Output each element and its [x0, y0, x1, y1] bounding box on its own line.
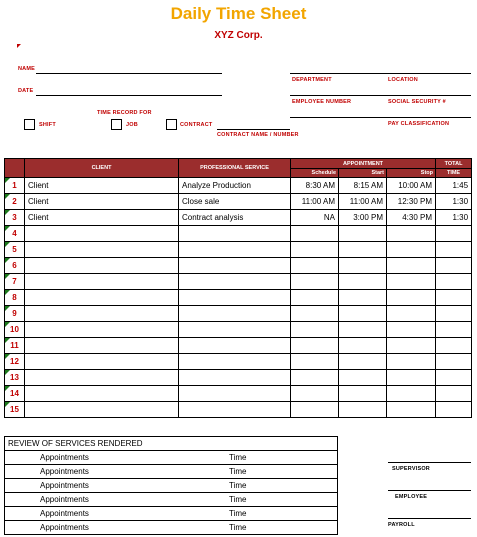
stop-cell[interactable] [387, 386, 436, 402]
schedule-cell[interactable] [291, 290, 339, 306]
service-cell[interactable] [179, 402, 291, 418]
start-cell[interactable] [339, 258, 387, 274]
start-cell[interactable] [339, 338, 387, 354]
row-marker-icon [5, 306, 10, 311]
row-marker-icon [5, 370, 10, 375]
total-cell[interactable]: 1:45 [436, 178, 472, 194]
service-cell[interactable] [179, 242, 291, 258]
table-row [5, 370, 472, 386]
supervisor-label: SUPERVISOR [392, 466, 430, 472]
service-cell[interactable] [179, 274, 291, 290]
schedule-cell[interactable] [291, 226, 339, 242]
stop-cell[interactable] [387, 306, 436, 322]
time-label: Time [229, 467, 247, 476]
service-cell[interactable]: Contract analysis [179, 210, 291, 226]
stop-cell[interactable]: 4:30 PM [387, 210, 436, 226]
contract-checkbox[interactable] [166, 119, 177, 130]
stop-header: Stop [387, 169, 436, 178]
total-header-top: TOTAL [436, 159, 472, 169]
stop-cell[interactable]: 12:30 PM [387, 194, 436, 210]
client-cell[interactable] [25, 258, 179, 274]
service-cell[interactable]: Close sale [179, 194, 291, 210]
client-cell[interactable]: Client [25, 210, 179, 226]
service-cell[interactable]: Analyze Production [179, 178, 291, 194]
row-marker-icon [5, 338, 10, 343]
client-cell[interactable] [25, 370, 179, 386]
time-label: Time [229, 453, 247, 462]
table-row [5, 290, 472, 306]
row-number-label: 1 [12, 181, 17, 190]
start-cell[interactable] [339, 306, 387, 322]
review-table [4, 436, 338, 535]
time-label: Time [229, 509, 247, 518]
row-marker-icon [5, 322, 10, 327]
row-number [5, 194, 25, 210]
row-number [5, 402, 25, 418]
stop-cell[interactable] [387, 370, 436, 386]
total-cell[interactable] [436, 402, 472, 418]
review-row [5, 507, 338, 521]
row-marker-icon [5, 226, 10, 231]
start-cell[interactable] [339, 370, 387, 386]
table-row [5, 274, 472, 290]
service-cell[interactable] [179, 322, 291, 338]
stop-cell[interactable] [387, 402, 436, 418]
date-field[interactable] [36, 95, 222, 96]
stop-cell[interactable] [387, 226, 436, 242]
row-number-header [5, 159, 25, 178]
appointments-label: Appointments [40, 453, 89, 462]
review-cell[interactable] [5, 451, 338, 465]
schedule-cell[interactable] [291, 402, 339, 418]
row-number [5, 306, 25, 322]
start-cell[interactable] [339, 402, 387, 418]
row-number-label: 4 [12, 229, 17, 238]
pay-classification-label: PAY CLASSIFICATION [388, 121, 450, 127]
service-header: PROFESSIONAL SERVICE [179, 159, 291, 178]
schedule-cell[interactable] [291, 386, 339, 402]
table-row [5, 306, 472, 322]
review-cell[interactable] [5, 493, 338, 507]
row-number-label: 11 [10, 341, 19, 350]
total-header-bottom: TIME [436, 169, 472, 178]
table-row [5, 258, 472, 274]
time-label: Time [229, 481, 247, 490]
row-number [5, 370, 25, 386]
time-label: Time [229, 495, 247, 504]
row-marker-icon [5, 258, 10, 263]
schedule-cell[interactable]: NA [291, 210, 339, 226]
name-field[interactable] [36, 73, 222, 74]
row-number-label: 3 [12, 213, 17, 222]
time-label: Time [229, 523, 247, 532]
client-cell[interactable] [25, 290, 179, 306]
table-row [5, 194, 472, 210]
row-number-label: 6 [12, 261, 17, 270]
row-number-label: 13 [10, 373, 19, 382]
row-marker-icon [5, 354, 10, 359]
department-field[interactable] [290, 95, 471, 96]
stop-cell[interactable] [387, 242, 436, 258]
start-cell[interactable] [339, 322, 387, 338]
row-number [5, 258, 25, 274]
service-cell[interactable] [179, 290, 291, 306]
row-number [5, 274, 25, 290]
total-cell[interactable] [436, 226, 472, 242]
total-cell[interactable] [436, 274, 472, 290]
review-row [5, 493, 338, 507]
client-cell[interactable] [25, 306, 179, 322]
client-cell[interactable] [25, 226, 179, 242]
page-title: Daily Time Sheet [170, 4, 307, 23]
table-row [5, 322, 472, 338]
row-number-label: 7 [12, 277, 17, 286]
department-label: DEPARTMENT [292, 77, 332, 83]
client-cell[interactable] [25, 274, 179, 290]
row-number-label: 2 [12, 197, 17, 206]
stop-cell[interactable] [387, 322, 436, 338]
row-marker-icon [5, 210, 10, 215]
row-number [5, 322, 25, 338]
table-row [5, 210, 472, 226]
stop-cell[interactable] [387, 338, 436, 354]
schedule-cell[interactable] [291, 322, 339, 338]
time-sheet-table [4, 158, 472, 418]
shift-checkbox[interactable] [24, 119, 35, 130]
location-label: LOCATION [388, 77, 418, 83]
service-cell[interactable] [179, 386, 291, 402]
row-number-label: 9 [12, 309, 17, 318]
client-cell[interactable] [25, 322, 179, 338]
row-number-label: 8 [12, 293, 17, 302]
row-marker-icon [5, 386, 10, 391]
payroll-label: PAYROLL [388, 522, 415, 528]
row-number [5, 386, 25, 402]
stop-cell[interactable] [387, 274, 436, 290]
appointments-label: Appointments [40, 481, 89, 490]
total-cell[interactable] [436, 386, 472, 402]
review-row [5, 465, 338, 479]
service-cell[interactable] [179, 370, 291, 386]
employee-label: EMPLOYEE [395, 494, 428, 500]
stop-cell[interactable]: 10:00 AM [387, 178, 436, 194]
row-marker-icon [5, 178, 10, 183]
start-cell[interactable]: 11:00 AM [339, 194, 387, 210]
client-cell[interactable] [25, 386, 179, 402]
table-row [5, 386, 472, 402]
ssn-label: SOCIAL SECURITY # [388, 99, 446, 105]
row-number-label: 14 [10, 389, 19, 398]
total-cell[interactable] [436, 322, 472, 338]
row-marker-icon [5, 274, 10, 279]
service-cell[interactable] [179, 306, 291, 322]
schedule-cell[interactable] [291, 370, 339, 386]
total-cell[interactable]: 1:30 [436, 194, 472, 210]
shift-label: SHIFT [39, 122, 56, 128]
total-cell[interactable]: 1:30 [436, 210, 472, 226]
appointments-label: Appointments [40, 509, 89, 518]
row-marker-icon [5, 402, 10, 407]
client-header: CLIENT [25, 159, 179, 178]
start-cell[interactable]: 3:00 PM [339, 210, 387, 226]
service-cell[interactable] [179, 258, 291, 274]
review-cell[interactable] [5, 465, 338, 479]
schedule-cell[interactable]: 8:30 AM [291, 178, 339, 194]
total-cell[interactable] [436, 290, 472, 306]
review-cell[interactable] [5, 479, 338, 493]
client-cell[interactable] [25, 338, 179, 354]
schedule-cell[interactable] [291, 306, 339, 322]
client-cell[interactable] [25, 354, 179, 370]
total-cell[interactable] [436, 338, 472, 354]
row-number [5, 338, 25, 354]
row-number [5, 290, 25, 306]
row-marker-icon [5, 290, 10, 295]
start-cell[interactable] [339, 274, 387, 290]
schedule-cell[interactable] [291, 338, 339, 354]
employee-field[interactable] [388, 490, 471, 491]
schedule-cell[interactable] [291, 274, 339, 290]
row-number [5, 354, 25, 370]
corner-marker-icon [17, 44, 21, 48]
total-cell[interactable] [436, 306, 472, 322]
payroll-field[interactable] [388, 518, 471, 519]
total-cell[interactable] [436, 370, 472, 386]
schedule-cell[interactable] [291, 258, 339, 274]
name-label: NAME [18, 66, 35, 72]
client-cell[interactable]: Client [25, 194, 179, 210]
review-cell[interactable] [5, 507, 338, 521]
appointments-label: Appointments [40, 523, 89, 532]
appointment-header: APPOINTMENT [291, 159, 436, 169]
total-cell[interactable] [436, 242, 472, 258]
row-number [5, 242, 25, 258]
stop-cell[interactable] [387, 290, 436, 306]
row-number-label: 10 [10, 325, 19, 334]
contract-name-label: CONTRACT NAME / NUMBER [217, 132, 299, 138]
total-cell[interactable] [436, 258, 472, 274]
row-number-label: 5 [12, 245, 17, 254]
schedule-cell[interactable] [291, 242, 339, 258]
job-checkbox[interactable] [111, 119, 122, 130]
start-cell[interactable] [339, 386, 387, 402]
row-number [5, 178, 25, 194]
job-label: JOB [126, 122, 138, 128]
schedule-cell[interactable]: 11:00 AM [291, 194, 339, 210]
client-cell[interactable]: Client [25, 178, 179, 194]
row-number [5, 226, 25, 242]
contract-label: CONTRACT [180, 122, 213, 128]
start-cell[interactable] [339, 290, 387, 306]
review-row [5, 521, 338, 535]
review-cell[interactable] [5, 521, 338, 535]
service-cell[interactable] [179, 338, 291, 354]
table-row [5, 338, 472, 354]
start-header: Start [339, 169, 387, 178]
start-cell[interactable]: 8:15 AM [339, 178, 387, 194]
start-cell[interactable] [339, 226, 387, 242]
review-row [5, 451, 338, 465]
review-row [5, 479, 338, 493]
service-cell[interactable] [179, 354, 291, 370]
table-row [5, 354, 472, 370]
stop-cell[interactable] [387, 354, 436, 370]
company-name: XYZ Corp. [214, 30, 263, 41]
client-cell[interactable] [25, 402, 179, 418]
stop-cell[interactable] [387, 258, 436, 274]
employee-number-field[interactable] [290, 117, 471, 118]
department-top-line [290, 73, 471, 74]
table-row [5, 242, 472, 258]
review-title: REVIEW OF SERVICES RENDERED [5, 437, 338, 451]
start-cell[interactable] [339, 242, 387, 258]
contract-name-field[interactable] [217, 129, 290, 130]
row-marker-icon [5, 194, 10, 199]
service-cell[interactable] [179, 226, 291, 242]
time-record-for-label: TIME RECORD FOR [97, 110, 152, 116]
row-marker-icon [5, 242, 10, 247]
row-number-label: 12 [10, 357, 19, 366]
schedule-cell[interactable] [291, 354, 339, 370]
schedule-header: Schedule [291, 169, 339, 178]
row-number-label: 15 [10, 405, 19, 414]
total-cell[interactable] [436, 354, 472, 370]
date-label: DATE [18, 88, 34, 94]
table-row [5, 178, 472, 194]
supervisor-field[interactable] [388, 462, 471, 463]
appointments-label: Appointments [40, 495, 89, 504]
client-cell[interactable] [25, 242, 179, 258]
row-number [5, 210, 25, 226]
start-cell[interactable] [339, 354, 387, 370]
employee-number-label: EMPLOYEE NUMBER [292, 99, 352, 105]
appointments-label: Appointments [40, 467, 89, 476]
table-row [5, 226, 472, 242]
table-row [5, 402, 472, 418]
